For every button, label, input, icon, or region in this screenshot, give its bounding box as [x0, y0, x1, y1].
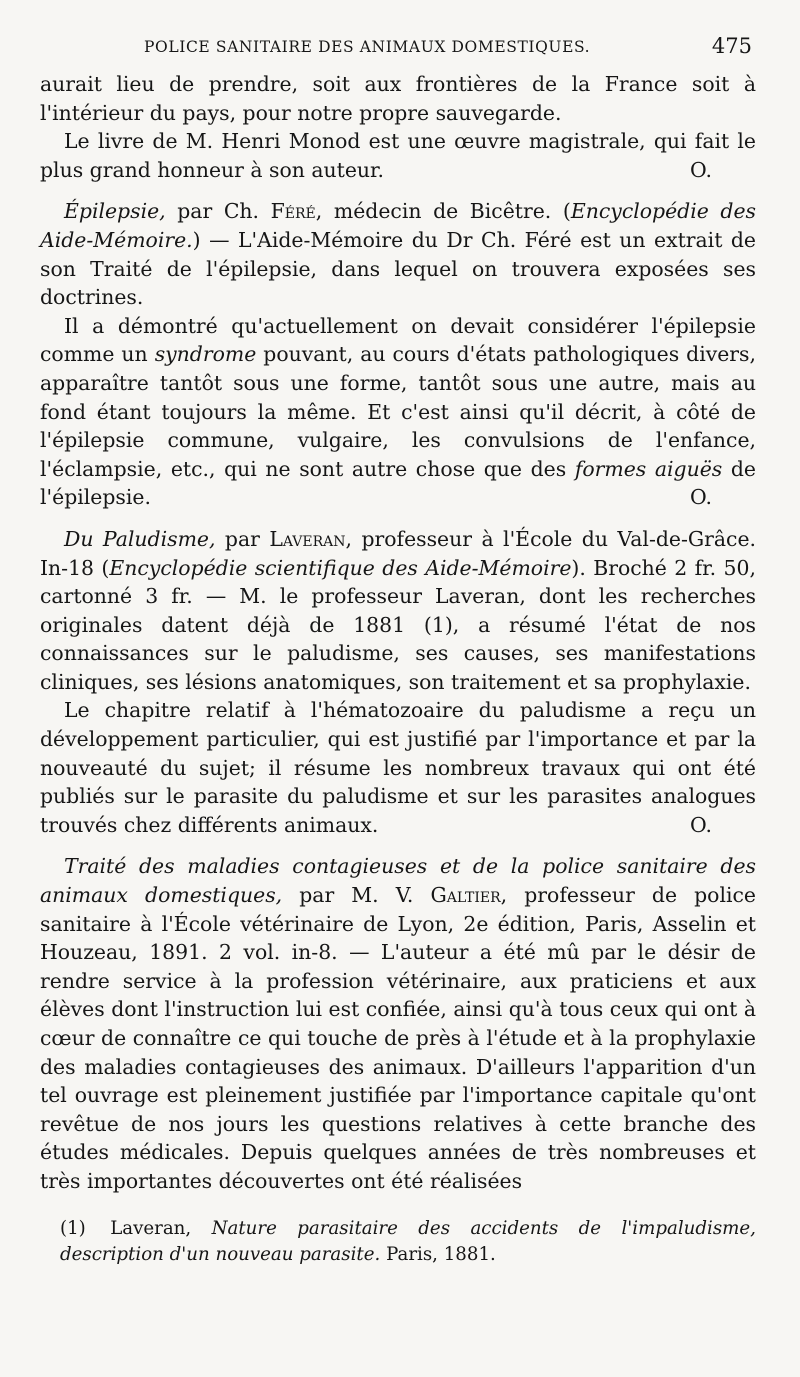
- series-title: Encyclopédie scientifique des Aide-Mémoire: [109, 555, 572, 580]
- paragraph: [40, 525, 756, 697]
- body-text: [40, 70, 756, 1268]
- emphasis: syndrome: [154, 342, 257, 367]
- signature: O.: [689, 485, 712, 510]
- paragraph-text: Le livre de M. Henri Monod est une œuvre magistrale, qui fait le plus grand honneur à son auteur.: [40, 129, 756, 182]
- page-number: 475: [711, 34, 752, 58]
- paragraph: [40, 197, 756, 311]
- text-span: par Ch.: [165, 199, 271, 224]
- text-span: par: [215, 526, 270, 551]
- paragraph: [40, 312, 756, 512]
- text-span: , professeur à l'École du Val-de-Grâce. In-18 (: [40, 526, 757, 580]
- paragraph: [40, 696, 756, 839]
- series-title: Encyclopédie des Aide-Mémoire.: [40, 199, 756, 252]
- paragraph-monod-review: [40, 127, 756, 184]
- author-name: Laveran: [269, 526, 346, 551]
- running-head: [40, 30, 756, 64]
- author-name: Galtier: [430, 883, 501, 908]
- text-span: pouvant, au cours d'états pathologiques divers, apparaître tantôt sous une forme, tantôt sous une autre, mais au fond étant toujours la même. Et c'est ainsi qu'il décrit, à côté de l'épilepsie commune, vulgaire, les convulsions de l'enfance, l'éclampsie, etc., qui ne sont autre chose que des: [40, 342, 756, 481]
- footnote-title: Nature parasitaire des accidents de l'impaludisme, description d'un nouveau parasite.: [60, 1217, 756, 1265]
- text-span: de l'épilepsie.: [40, 456, 756, 510]
- book-title: Traité des maladies contagieuses et de la police sanitaire des animaux domestiques,: [40, 854, 756, 908]
- text-span: Il a démontré qu'actuellement on devait considérer l'épilepsie comme un: [40, 313, 756, 367]
- paragraph-text: aurait lieu de prendre, soit aux frontières de la France soit à l'intérieur du pays, pour notre propre sauvegarde.: [40, 72, 756, 125]
- text-span: ) — L'Aide-Mémoire du Dr Ch. Féré est un extrait de son Traité de l'épilepsie, dans lequel on trouvera exposées ses doctrines.: [40, 227, 756, 310]
- footnote-marker: (1): [60, 1217, 86, 1239]
- author-name: Féré: [270, 199, 316, 224]
- emphasis: formes aiguës: [574, 456, 723, 481]
- paragraph: [40, 852, 756, 1195]
- running-title: POLICE SANITAIRE DES ANIMAUX DOMESTIQUES.: [144, 38, 591, 56]
- book-title: Du Paludisme,: [64, 526, 216, 551]
- text-span: par M. V.: [282, 883, 431, 908]
- signature: O.: [689, 157, 712, 182]
- text-span: , professeur de police sanitaire à l'École vétérinaire de Lyon, 2e édition, Paris, Asselin et Houzeau, 1891. 2 vol. in-8. — L'auteur a été mû par le désir de rendre service à la profession vétérinaire, aux praticiens et aux élèves dont l'instruction lui est confiée, ainsi qu'à tous ceux qui ont à cœur de connaître ce qui touche de près à l'étude et à la prophylaxie des maladies contagieuses des animaux. D'ailleurs l'apparition d'un tel ouvrage est pleinement justifiée par l'importance capitale qu'ont revêtue de nos jours les questions relatives à cette branche des études médicales. Depuis quelques années de très nombreuses et très importantes découvertes ont été réalisées: [40, 883, 756, 1193]
- book-title: Épilepsie,: [64, 199, 166, 224]
- review-entry-paludisme: [40, 525, 756, 840]
- review-entry-galtier: [40, 852, 756, 1195]
- footnote: [40, 1216, 756, 1268]
- text-span: , médecin de Bicêtre. (: [315, 199, 571, 224]
- text-span: Le chapitre relatif à l'hématozoaire du paludisme a reçu un développement particulier, qui est justifié par l'importance et par la nouveauté du sujet; il résume les nombreux travaux qui ont été publiés sur le parasite du paludisme et sur les parasites analogues trouvés chez différents animaux.: [40, 698, 756, 837]
- signature: O.: [689, 812, 712, 837]
- paragraph-continued: [40, 70, 756, 127]
- text-span: ). Broché 2 fr. 50, cartonné 3 fr. — M. le professeur Laveran, dont les recherches originales datent déjà de 1881 (1), a résumé l'état de nos connaissances sur le paludisme, ses causes, ses manifestations cliniques, ses lésions anatomiques, son traitement et sa prophylaxie.: [40, 555, 756, 694]
- footnote-author: Laveran,: [110, 1217, 192, 1239]
- footnote-text: Paris, 1881.: [380, 1243, 496, 1265]
- review-entry-epilepsie: [40, 197, 756, 512]
